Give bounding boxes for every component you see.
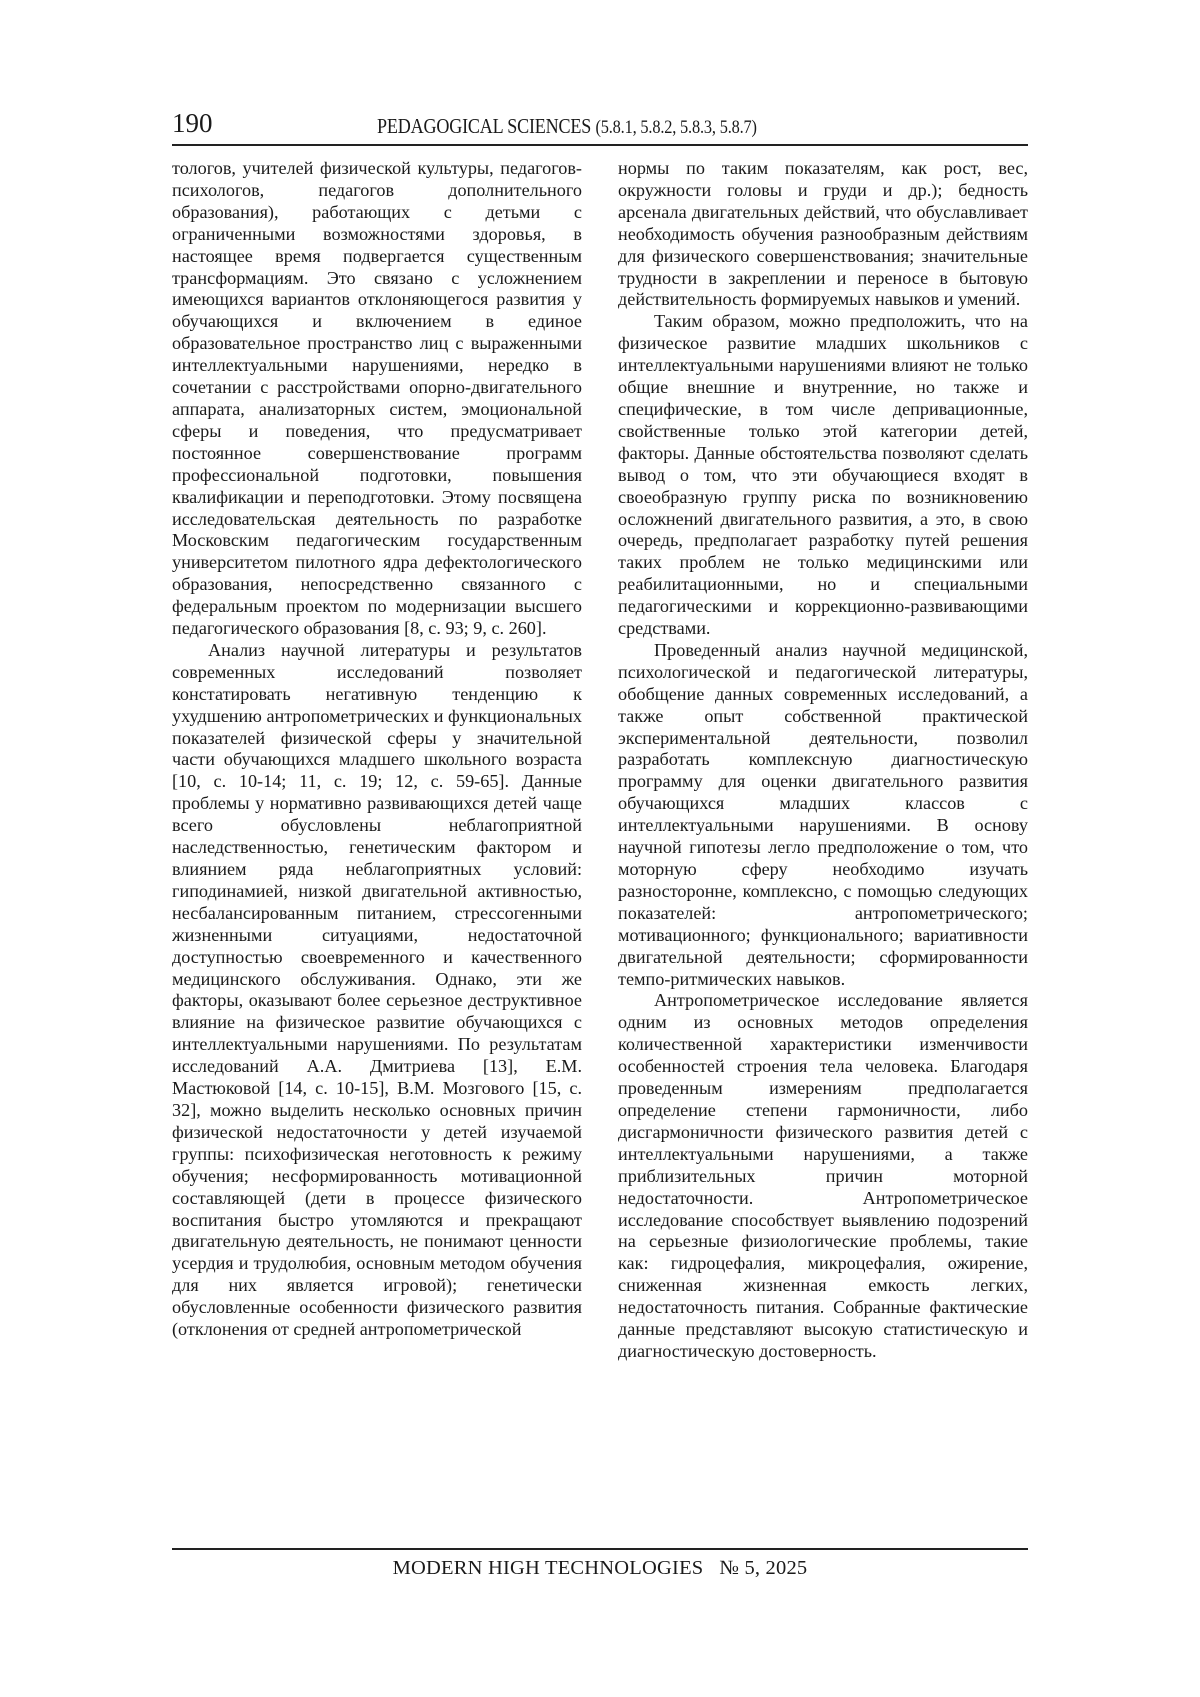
journal-name: MODERN HIGH TECHNOLOGIES № 5, 2025 xyxy=(392,1557,808,1579)
paragraph: нормы по таким показателям, как рост, вес, окружности головы и груди и др.); бедность арсенала двигательных действий, что обуславливает необходимость обучения разнообразным действиям для физического совершенствования; значительные трудности в закреплении и переносе в бытовую действительность формируемых навыков и умений. xyxy=(618,158,1028,310)
paragraph: Анализ научной литературы и результатов современных исследований позволяет констатировать негативную тенденцию к ухудшению антропометрических и функциональных показателей физической сферы у значительной части обучающихся младшего школьного возраста [10, с. 10-14; 11, с. 19; 12, с. 59-65]. Данные проблемы у нормативно развивающихся детей чаще всего обусловлены неблагоприятной наследственностью, генетическим фактором и влиянием ряда неблагоприятных условий: гиподинамией, низкой двигательной активностью, несбалансированным питанием, стрессогенными жизненными ситуациями, недостаточной доступностью своевременного и качественного медицинского обслуживания. Однако, эти же факторы, оказывают более серьезное деструктивное влияние на физическое развитие обучающихся с интеллектуальными нарушениями. По результатам исследований А.А. Дмитриева [13], Е.М. Мастюковой [14, с. 10-15], В.М. Мозгового [15, с. 32], можно выделить несколько основных причин физической недостаточности у детей изучаемой группы: психофизическая неготовность к режиму обучения; несформированность мотивационной составляющей (дети в процессе физического воспитания быстро утомляются и прекращают двигательную деятельность, не понимают ценности усердия и трудолюбия, основным методом обучения для них является игровой); генетически обусловленные особенности физического развития (отклонения от средней антропометрической xyxy=(172,639,582,1340)
page-footer xyxy=(172,1548,1028,1580)
section-codes: (5.8.1, 5.8.2, 5.8.3, 5.8.7) xyxy=(595,117,757,138)
right-column xyxy=(618,158,1028,1363)
paragraph: Проведенный анализ научной медицинской, психологической и педагогической литературы, обобщение данных современных исследований, а также опыт собственной практической экспериментальной деятельности, позволил разработать комплексную диагностическую программу для оценки двигательного развития обучающихся младших классов с интеллектуальными нарушениями. В основу научной гипотезы легло предположение о том, что моторную сферу необходимо изучать разносторонне, комплексно, с помощью следующих показателей: антропометрического; мотивационного; функционального; вариативности двигательной деятельности; сформированности темпо-ритмических навыков. xyxy=(618,639,1028,989)
page-header xyxy=(172,102,1028,146)
paragraph: Таким образом, можно предположить, что на физическое развитие младших школьников с интеллектуальными нарушениями влияют не только общие внешние и внутренние, но также и специфические, в том числе депривационные, свойственные только этой категории детей, факторы. Данные обстоятельства позволяют сделать вывод о том, что эти обучающиеся входят в своеобразную группу риска по возникновению осложнений двигательного развития, а это, в свою очередь, предполагает разработку путей решения таких проблем не только медицинскими или реабилитационными, но и специальными педагогическими и коррекционно-развивающими средствами. xyxy=(618,311,1028,639)
paragraph: тологов, учителей физической культуры, педагогов-психологов, педагогов дополнительного образования), работающих с детьми с ограниченными возможностями здоровья, в настоящее время подвергается существенным трансформациям. Это связано с усложнением имеющихся вариантов отклоняющегося развития у обучающихся и включением в единое образовательное пространство лиц с выраженными интеллектуальными нарушениями, нередко в сочетании с расстройствами опорно-двигательного аппарата, анализаторных систем, эмоциональной сферы и поведения, что предусматривает постоянное совершенствование программ профессиональной подготовки, повышения квалификации и переподготовки. Этому посвящена исследовательская деятельность по разработке Московским педагогическим государственным университетом пилотного ядра дефектологического образования, непосредственно связанного с федеральным проектом по модернизации высшего педагогического образования [8, с. 93; 9, с. 260]. xyxy=(172,158,582,639)
running-head xyxy=(377,114,757,140)
section-title: PEDAGOGICAL SCIENCES xyxy=(377,114,592,138)
paragraph: Антропометрическое исследование является одним из основных методов определения количественной характеристики изменчивости особенностей строения тела человека. Благодаря проведенным измерениям предполагается определение степени гармоничности, либо дисгармоничности физического развития детей с интеллектуальными нарушениями, а также приблизительных причин моторной недостаточности. Антропометрическое исследование способствует выявлению подозрений на серьезные физиологические проблемы, такие как: гидроцефалия, микроцефалия, ожирение, сниженная жизненная емкость легких, недостаточность питания. Собранные фактические данные представляют высокую статистическую и диагностическую достоверность. xyxy=(618,990,1028,1361)
page-number: 190 xyxy=(172,108,213,138)
left-column xyxy=(172,158,582,1341)
